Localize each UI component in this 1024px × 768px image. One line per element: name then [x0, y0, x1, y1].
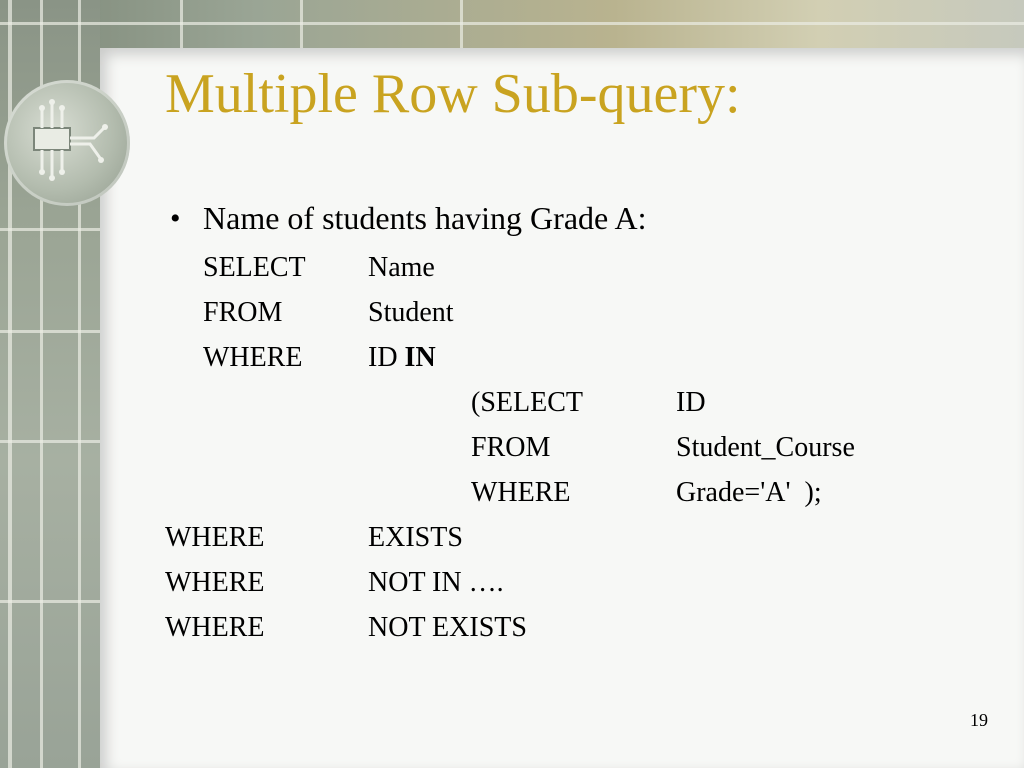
- query-value: ID: [368, 342, 398, 373]
- subquery-keyword: FROM: [471, 432, 551, 463]
- query-keyword: SELECT: [203, 252, 306, 283]
- subquery-value: ID: [676, 387, 706, 418]
- query-keyword: WHERE: [203, 342, 303, 373]
- alternative-value: NOT IN ….: [368, 567, 504, 598]
- subquery-keyword: WHERE: [471, 477, 571, 508]
- bullet-text: Name of students having Grade A:: [203, 200, 647, 236]
- subquery-value: Student_Course: [676, 432, 855, 463]
- slide-title: Multiple Row Sub-query:: [165, 63, 741, 125]
- alternative-keyword: WHERE: [165, 567, 265, 598]
- query-value: Student: [368, 297, 454, 328]
- query-value: Name: [368, 252, 435, 283]
- subquery-keyword: (SELECT: [471, 387, 583, 418]
- subquery-value: Grade='A' );: [676, 477, 822, 508]
- page-number: 19: [970, 710, 988, 730]
- alternative-keyword: WHERE: [165, 612, 265, 643]
- bullet-marker: •: [170, 202, 181, 235]
- alternative-keyword: WHERE: [165, 522, 265, 553]
- alternative-value: EXISTS: [368, 522, 463, 553]
- query-value-line: [368, 344, 436, 372]
- in-operator: IN: [404, 342, 436, 373]
- alternative-value: NOT EXISTS: [368, 612, 527, 643]
- query-keyword: FROM: [203, 297, 283, 328]
